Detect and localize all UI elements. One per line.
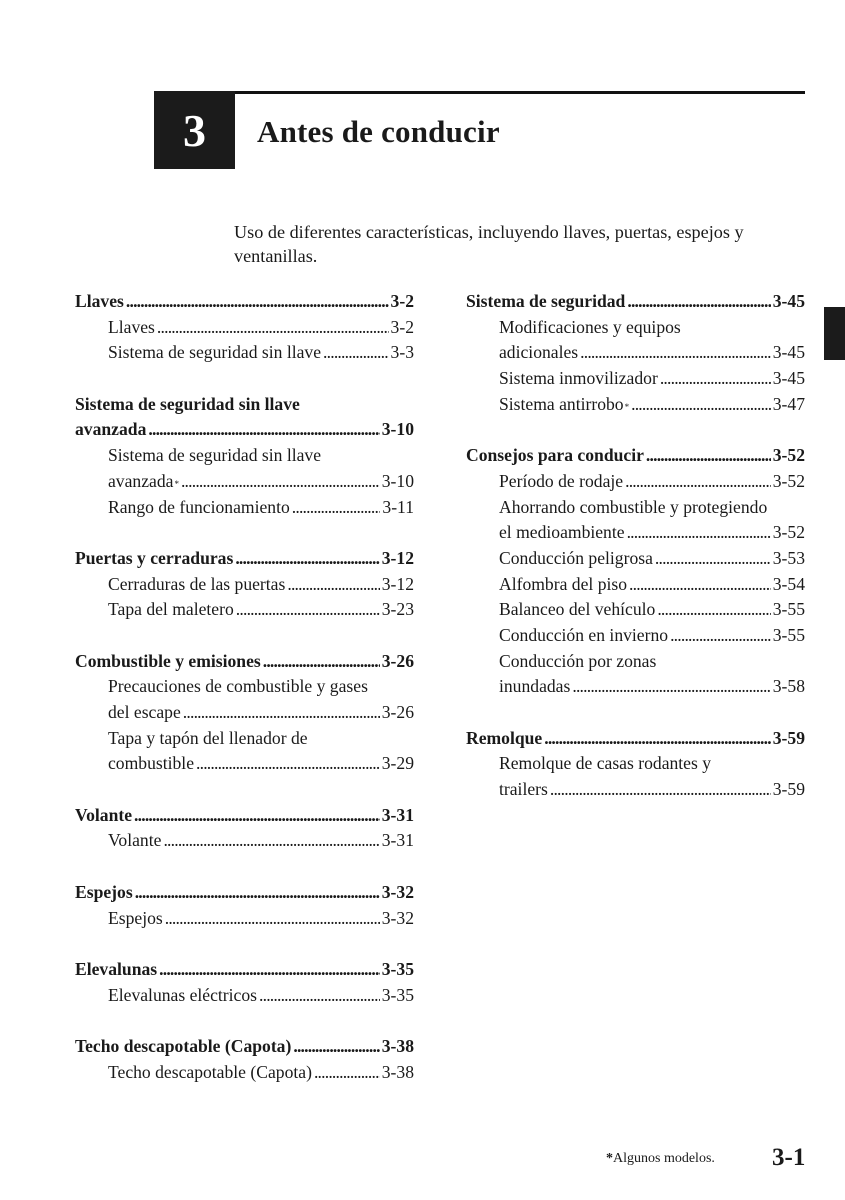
toc-entry-page: 3-26 [381, 650, 414, 671]
toc-entry-title: Ahorrando combustible y protegiendo [499, 496, 768, 517]
toc-section-entry[interactable] [466, 726, 805, 752]
toc-entry-title: Elevalunas eléctricos [108, 984, 257, 1005]
toc-section-entry[interactable] [75, 417, 414, 443]
toc-entry-title: Remolque [466, 727, 543, 748]
toc-entry-title: Sistema de seguridad sin llave [108, 445, 322, 466]
toc-subentry[interactable] [75, 495, 414, 521]
toc-subentry[interactable] [466, 469, 805, 495]
toc-entry-page: 3-54 [772, 573, 805, 594]
toc-subentry [75, 443, 414, 469]
toc-entry-page: 3-45 [772, 291, 805, 311]
toc-entry-title: combustible [108, 753, 195, 774]
toc-entry-page: 3-32 [381, 907, 414, 928]
toc-section-entry[interactable] [75, 546, 414, 572]
toc-leader-dots [646, 443, 771, 469]
toc-entry-title: trailers [499, 779, 548, 800]
toc-leader-dots [259, 983, 380, 1009]
toc-leader-dots [550, 777, 771, 803]
toc-entry-page: 3-2 [390, 291, 414, 311]
toc-leader-dots [625, 469, 771, 495]
toc-entry-page: 3-26 [381, 702, 414, 722]
toc-entry-title: Sistema inmovilizador [499, 368, 658, 389]
chapter-intro: Uso de diferentes características, incluyendo llaves, puertas, espejos y ventanillas. [234, 222, 744, 266]
toc-entry-page: 3-45 [772, 368, 805, 389]
toc-entry-title: Conducción en invierno [499, 624, 669, 645]
toc-subentry[interactable] [466, 777, 805, 803]
toc-leader-dots [196, 751, 380, 777]
toc-entry-page: 3-3 [390, 342, 414, 363]
toc-entry-page: 3-58 [772, 676, 805, 697]
toc-entry-title: Alfombra del piso [499, 573, 628, 594]
toc-entry-page: 3-38 [381, 1061, 414, 1082]
toc-entry-title: Sistema de seguridad [466, 291, 626, 311]
toc-section-entry[interactable] [75, 957, 414, 983]
toc-leader-dots [181, 469, 380, 495]
toc-spacer [75, 366, 414, 392]
toc-section-entry[interactable] [466, 289, 805, 315]
toc-subentry[interactable] [466, 520, 805, 546]
toc-entry-page: 3-59 [772, 727, 805, 748]
toc-entry-page: 3-31 [381, 830, 414, 851]
toc-leader-dots [148, 417, 379, 443]
toc-spacer [75, 854, 414, 880]
toc-entry-title: del escape [108, 702, 181, 722]
toc-entry-title: el medioambiente [499, 522, 625, 543]
toc-section-entry[interactable] [466, 443, 805, 469]
toc-entry-page: 3-52 [772, 522, 805, 543]
toc-leader-dots [263, 649, 380, 675]
toc-entry-title: Llaves [108, 316, 155, 337]
toc-subentry[interactable] [466, 597, 805, 623]
toc-entry-page: 3-55 [772, 624, 805, 645]
toc-subentry [466, 649, 805, 675]
toc-entry-page: 3-32 [381, 881, 414, 902]
toc-entry-page: 3-12 [381, 547, 414, 568]
toc-entry-title: Puertas y cerraduras [75, 547, 234, 568]
toc-subentry[interactable] [466, 623, 805, 649]
toc-entry-page: 3-31 [381, 804, 414, 825]
toc-leader-dots [670, 623, 771, 649]
toc-entry-title: Cerraduras de las puertas [108, 573, 286, 594]
toc-entry-page: 3-59 [772, 779, 805, 800]
footnote-asterisk: * [606, 1151, 613, 1166]
toc-subentry[interactable] [75, 983, 414, 1009]
toc-entry-page: 3-53 [772, 547, 805, 568]
toc-spacer [75, 777, 414, 803]
toc-subentry [466, 751, 805, 777]
toc-subentry[interactable] [75, 906, 414, 932]
toc-subentry[interactable] [466, 546, 805, 572]
toc-entry-title: Modificaciones y equipos [499, 316, 681, 337]
toc-leader-dots [165, 906, 380, 932]
toc-entry-title: Volante [75, 804, 133, 825]
toc-entry-title: inundadas [499, 676, 571, 697]
toc-leader-dots [287, 572, 379, 598]
toc-section-entry[interactable] [75, 1034, 414, 1060]
toc-entry-title: Conducción peligrosa [499, 547, 653, 568]
toc-entry-page: 3-10 [381, 470, 414, 491]
toc-entry-title: Balanceo del vehículo [499, 599, 656, 620]
toc-subentry [466, 315, 805, 341]
toc-entry-title: Sistema de seguridad sin llave [75, 393, 300, 414]
toc-section-entry[interactable] [75, 803, 414, 829]
toc-leader-dots [159, 957, 380, 983]
toc-entry-title: Rango de funcionamiento [108, 496, 290, 517]
toc-entry-page: 3-2 [390, 316, 414, 337]
toc-entry-page: 3-45 [772, 342, 805, 363]
toc-subentry[interactable] [75, 315, 414, 341]
toc-leader-dots [544, 726, 771, 752]
toc-leader-dots [235, 546, 379, 572]
toc-leader-dots [660, 366, 771, 392]
toc-entry-title: Precauciones de combustible y gases [108, 676, 368, 697]
toc-entry-page: 3-35 [381, 984, 414, 1005]
toc-subentry [75, 674, 414, 700]
toc-spacer [75, 623, 414, 649]
header-rule [155, 91, 805, 94]
toc-leader-dots [135, 880, 380, 906]
toc-leader-dots [627, 289, 770, 315]
toc-entry-page: 3-47 [772, 393, 805, 414]
toc-entry-title: Sistema de seguridad sin llave [108, 342, 322, 363]
toc-entry-title: Techo descapotable (Capota) [108, 1061, 312, 1082]
chapter-title: Antes de conducir [257, 114, 500, 149]
toc-left-column [75, 289, 414, 1085]
toc-entry-title: Remolque de casas rodantes y [499, 753, 712, 774]
page-number: 3-1 [772, 1144, 806, 1171]
toc-subentry[interactable] [75, 828, 414, 854]
toc-subentry[interactable] [466, 572, 805, 598]
toc-right-column [466, 289, 805, 803]
toc-entry-title: Volante [108, 830, 162, 851]
toc-leader-dots [134, 803, 380, 829]
toc-entry-title: adicionales [499, 342, 579, 363]
toc-leader-dots [157, 315, 389, 341]
toc-subentry[interactable] [75, 597, 414, 623]
toc-subentry[interactable] [75, 700, 414, 726]
toc-entry-title: Espejos [75, 881, 133, 902]
toc-subentry [75, 726, 414, 752]
toc-spacer [466, 700, 805, 726]
toc-entry-page: 3-29 [381, 753, 414, 774]
footnote-text: Algunos modelos. [613, 1151, 715, 1166]
toc-subentry[interactable] [75, 572, 414, 598]
toc-entry-title: Tapa del maletero [108, 599, 234, 620]
toc-entry-title: Conducción por zonas [499, 650, 657, 671]
toc-leader-dots [323, 340, 389, 366]
toc-subentry[interactable] [75, 469, 414, 495]
toc-leader-dots [292, 495, 381, 521]
toc-entry-page: 3-52 [772, 470, 805, 491]
toc-entry-title: Espejos [108, 907, 163, 928]
toc-subentry[interactable] [75, 1060, 414, 1086]
toc-leader-dots [572, 674, 770, 700]
toc-entry-title: Elevalunas [75, 958, 158, 979]
footnote [606, 1151, 715, 1167]
toc-section-entry [75, 392, 414, 418]
toc-spacer [466, 417, 805, 443]
toc-leader-dots [580, 340, 771, 366]
toc-leader-dots [629, 572, 771, 598]
toc-entry-page: 3-52 [772, 445, 805, 466]
toc-entry-title: avanzada [108, 470, 174, 491]
toc-subentry[interactable] [466, 392, 805, 418]
toc-spacer [75, 520, 414, 546]
toc-leader-dots [314, 1060, 380, 1086]
toc-entry-page: 3-38 [381, 1035, 414, 1056]
toc-entry-title: Consejos para conducir [466, 445, 644, 466]
toc-entry-page: 3-55 [772, 599, 805, 620]
toc-entry-title: Llaves [75, 291, 124, 311]
toc-section-entry[interactable] [75, 880, 414, 906]
toc-entry-title: Techo descapotable (Capota) [75, 1035, 292, 1056]
toc-subentry[interactable] [466, 340, 805, 366]
toc-entry-page: 3-35 [381, 958, 414, 979]
chapter-tab-marker [824, 307, 845, 360]
toc-leader-dots [655, 546, 771, 572]
toc-leader-dots [236, 597, 380, 623]
toc-entry-title: Sistema antirrobo [499, 393, 624, 414]
toc-leader-dots [657, 597, 770, 623]
toc-leader-dots [183, 700, 380, 726]
toc-entry-page: 3-10 [381, 419, 414, 440]
toc-spacer [75, 1008, 414, 1034]
toc-entry-title: Período de rodaje [499, 470, 624, 491]
toc-subentry[interactable] [75, 751, 414, 777]
chapter-number: 3 [154, 91, 235, 169]
toc-leader-dots [293, 1034, 379, 1060]
toc-entry-page: 3-11 [382, 496, 414, 517]
toc-entry-asterisk: * [624, 401, 630, 412]
toc-subentry[interactable] [466, 366, 805, 392]
toc-spacer [75, 931, 414, 957]
toc-subentry[interactable] [466, 674, 805, 700]
toc-entry-title: Tapa y tapón del llenador de [108, 727, 308, 748]
toc-entry-title: Combustible y emisiones [75, 650, 261, 671]
toc-leader-dots [163, 828, 379, 854]
toc-section-entry[interactable] [75, 289, 414, 315]
toc-section-entry[interactable] [75, 649, 414, 675]
toc-leader-dots [627, 520, 771, 546]
toc-entry-page: 3-23 [381, 599, 414, 620]
toc-leader-dots [631, 392, 771, 418]
toc-subentry[interactable] [75, 340, 414, 366]
toc-leader-dots [126, 289, 389, 315]
toc-subentry [466, 495, 805, 521]
toc-entry-asterisk: * [174, 478, 179, 489]
toc-entry-title: avanzada [75, 419, 147, 440]
toc-entry-page: 3-12 [381, 573, 414, 594]
